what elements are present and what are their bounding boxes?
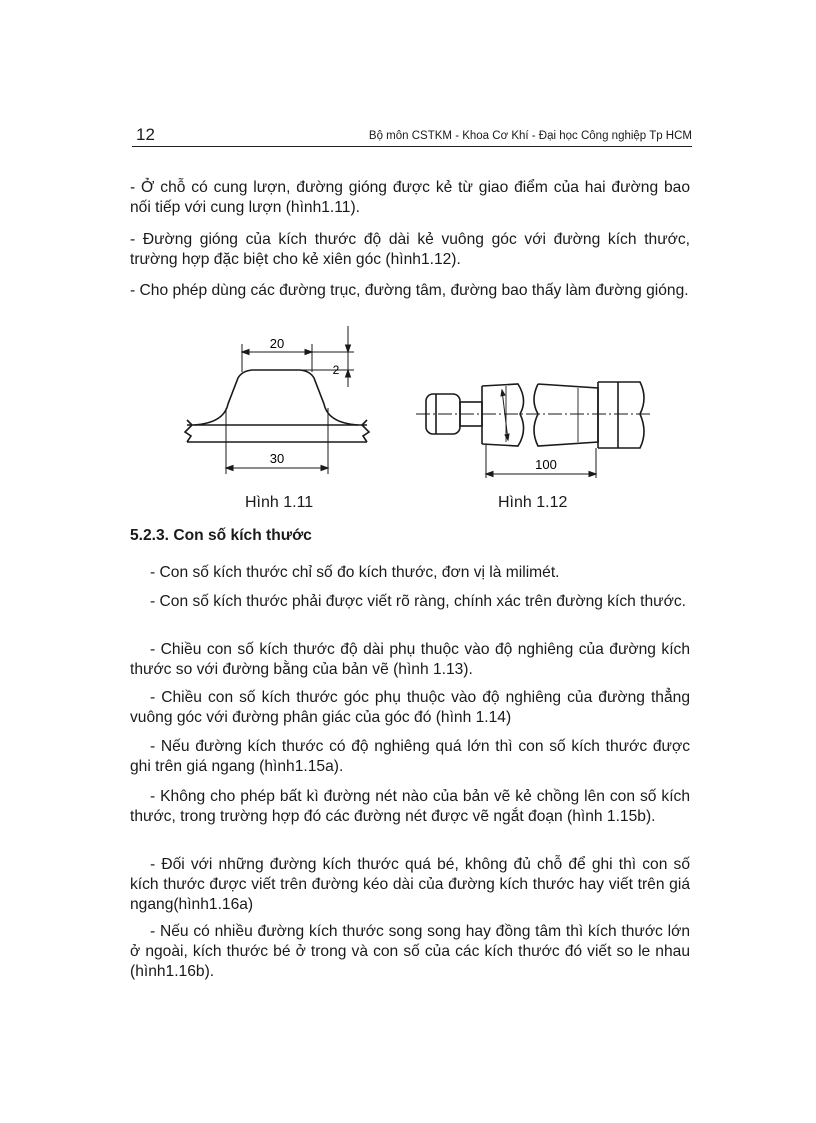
paragraph-steep-line: - Nếu đường kích thước có độ nghiêng quá lớn thì con số kích thước được ghi trên giá ngang (hình1.15a).: [130, 738, 690, 775]
dim-100-label: 100: [535, 457, 557, 472]
figure-1-12-drawing: [408, 370, 668, 485]
paragraph-fillet: - Ở chỗ có cung lượn, đường gióng được kẻ từ giao điểm của hai đường bao nối tiếp với cung lượn (hình1.11).: [130, 179, 690, 216]
page-number: 12: [136, 125, 155, 144]
dim-30-label: 30: [269, 451, 285, 466]
running-title: Bộ môn CSTKM - Khoa Cơ Khí - Đại học Công nghiệp Tp HCM: [368, 130, 692, 142]
paragraph-unit: - Con số kích thước chỉ số đo kích thước, đơn vị là milimét.: [150, 564, 560, 581]
figure-1-12-caption: Hình 1.12: [498, 494, 568, 511]
page-header: [132, 125, 692, 147]
paragraph-small-dims: - Đối với những đường kích thước quá bé, không đủ chỗ để ghi thì con số kích thước được viết trên đường kéo dài của đường kích thước hay viết trên giá ngang(hình1.16a): [130, 856, 690, 913]
paragraph-clarity: - Con số kích thước phải được viết rõ ràng, chính xác trên đường kích thước.: [150, 593, 686, 610]
dim-2-label: 2: [332, 363, 340, 377]
figure-1-11-caption: Hình 1.11: [245, 494, 314, 511]
paragraph-axis-lines: - Cho phép dùng các đường trục, đường tâm, đường bao thấy làm đường gióng.: [130, 282, 689, 299]
dim-20-label: 20: [269, 336, 285, 351]
header-rule: [132, 146, 692, 147]
paragraph-linear-direction: - Chiều con số kích thước độ dài phụ thuộc vào độ nghiêng của đường kích thước so với đường bằng của bản vẽ (hình 1.13).: [130, 641, 690, 678]
figure-1-11-drawing: [182, 322, 382, 482]
section-heading: 5.2.3. Con số kích thước: [130, 527, 312, 544]
paragraph-angular-direction: - Chiều con số kích thước góc phụ thuộc vào độ nghiêng của đường thẳng vuông góc với đường phân giác của góc đó (hình 1.14): [130, 689, 690, 726]
paragraph-parallel-dims: - Nếu có nhiều đường kích thước song song hay đồng tâm thì kích thước lớn ở ngoài, kích thước bé ở trong và con số của các kích thước đó viết so le nhau (hình1.16b).: [130, 923, 690, 980]
paragraph-no-overlap: - Không cho phép bất kì đường nét nào của bản vẽ kẻ chồng lên con số kích thước, trong trường hợp đó các đường nét được vẽ ngắt đoạn (hình 1.15b).: [130, 788, 690, 825]
paragraph-extension-lines: - Đường gióng của kích thước độ dài kẻ vuông góc với đường kích thước, trường hợp đặc biệt cho kẻ xiên góc (hình1.12).: [130, 231, 690, 268]
